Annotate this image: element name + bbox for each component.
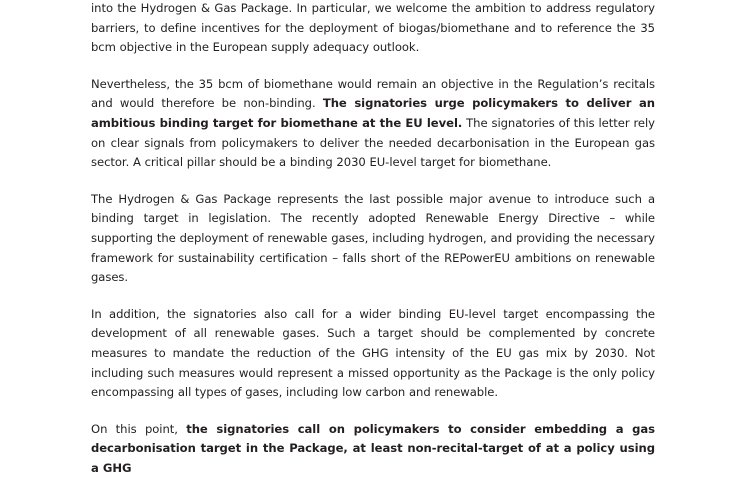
text-run: the signatories call on policymakers to consider embedding a gas decarbonisation target in the Package, at least non-recital-target of at a policy using a GHG: [91, 421, 655, 475]
text-run: into the Hydrogen & Gas Package. In particular, we welcome the ambition to address regulatory barriers, to define incentives for the deployment of biogas/biomethane and to reference the 35 bcm objective in the European supply adequacy outlook.: [91, 1, 655, 55]
text-run: In addition, the signatories also call for a wider binding EU-level target encompassing the development of all renewable gases. Such a target should be complemented by concrete measures to mandate the reduction of the GHG intensity of the EU gas mix by 2030. Not including such measures would represent a missed opportunity as the Package is the only policy encompassing all types of gases, including low carbon and renewable.: [91, 306, 655, 400]
paragraph-4: [91, 305, 655, 403]
document-body: [91, 0, 655, 478]
text-run: The signatories of this letter rely on clear signals from policymakers to deliver the needed decarbonisation in the European gas sector. A critical pillar should be a binding 2030 EU-level target for biomethane.: [91, 115, 655, 170]
paragraph-1: [91, 0, 655, 58]
paragraph-5: [91, 420, 655, 478]
paragraph-2: [91, 75, 655, 173]
text-run: Nevertheless, the 35 bcm of biomethane would remain an objective in the Regulation’s recitals and would therefore be non-binding.: [91, 76, 655, 111]
text-run: The Hydrogen & Gas Package represents the last possible major avenue to introduce such a binding target in legislation. The recently adopted Renewable Energy Directive – while supporting the deployment of renewable gases, including hydrogen, and providing the necessary framework for sustainability certification – falls short of the REPowerEU ambitions on renewable gases.: [91, 191, 655, 285]
text-run: On this point,: [91, 421, 187, 436]
text-run: The signatories urge policymakers to deliver an ambitious binding target for biomethane at the EU level.: [91, 96, 655, 130]
paragraph-3: [91, 190, 655, 288]
